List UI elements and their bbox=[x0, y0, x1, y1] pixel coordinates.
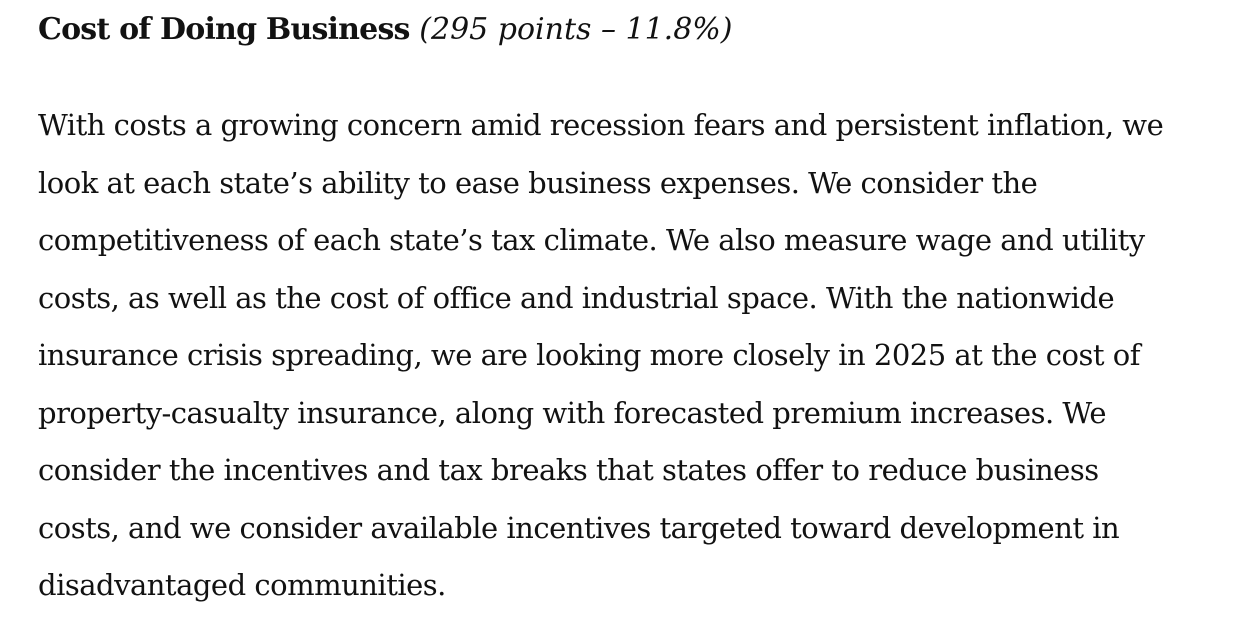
paragraph-line: insurance crisis spreading, we are looking more closely in 2025 at the cost of bbox=[38, 338, 1140, 372]
section-points-note: (295 points – 11.8%) bbox=[419, 12, 733, 47]
paragraph-line: disadvantaged communities. bbox=[38, 568, 446, 602]
paragraph-line: With costs a growing concern amid recession fears and persistent inflation, we bbox=[38, 108, 1164, 142]
paragraph-line: look at each state’s ability to ease business expenses. We consider the bbox=[38, 165, 1038, 200]
paragraph-line: consider the incentives and tax breaks that states offer to reduce business bbox=[38, 453, 1099, 487]
section-heading bbox=[38, 6, 733, 54]
section-body-paragraph bbox=[38, 97, 1252, 615]
paragraph-line: property-casualty insurance, along with forecasted premium increases. We bbox=[38, 395, 1106, 430]
paragraph-line: costs, as well as the cost of office and industrial space. With the nationwide bbox=[38, 280, 1115, 315]
section-title: Cost of Doing Business bbox=[38, 12, 410, 47]
paragraph-line: competitiveness of each state’s tax climate. We also measure wage and utility bbox=[38, 223, 1145, 257]
paragraph-line: costs, and we consider available incentives targeted toward development in bbox=[38, 510, 1120, 545]
